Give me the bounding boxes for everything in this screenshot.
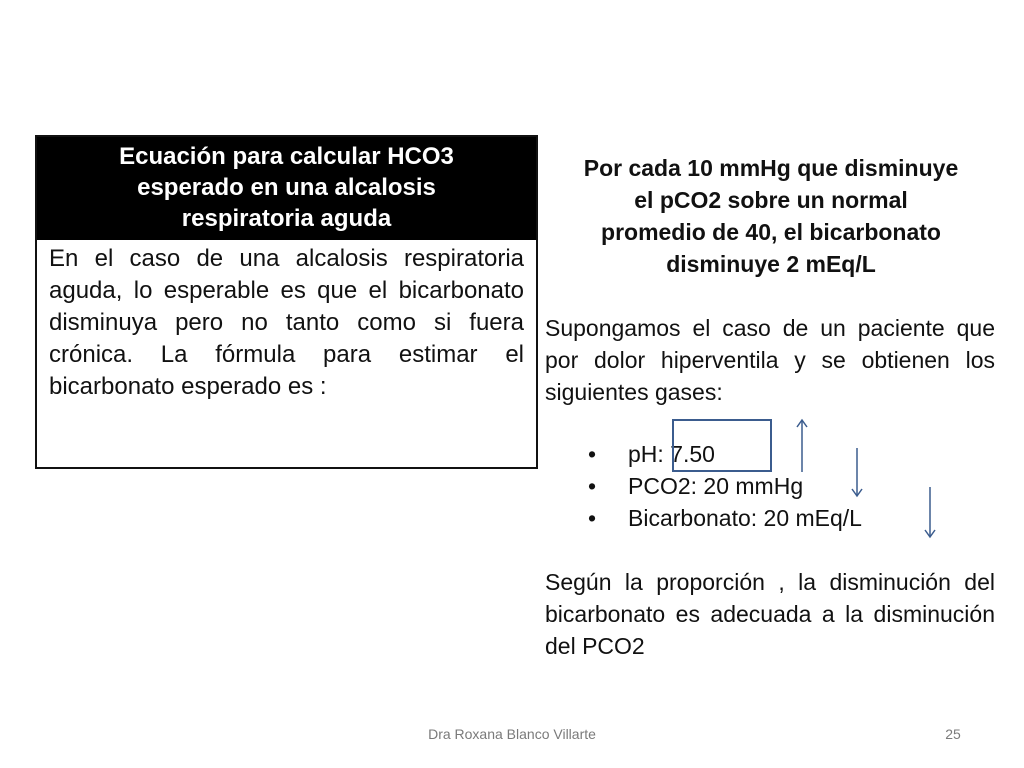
bullet-icon: • (588, 441, 597, 467)
formula-box (35, 135, 538, 469)
ph-highlight-box (672, 419, 772, 472)
formula-title-line1: Ecuación para calcular HCO3 (119, 143, 454, 170)
gas-value: 20 mEq/L (763, 505, 862, 531)
bullet-icon: • (588, 473, 597, 499)
formula-title-line2: esperado en una alcalosis (137, 174, 436, 201)
list-item (588, 470, 862, 502)
bullet-icon: • (588, 505, 597, 531)
rule-line4: disminuye 2 mEq/L (666, 251, 876, 277)
formula-title-line3: respiratoria aguda (181, 205, 392, 232)
up-arrow-icon (794, 418, 810, 474)
case-intro: Supongamos el caso de un paciente que por dolor hiperventila y se obtienen los siguientes gases: (545, 315, 995, 405)
formula-box-body: En el caso de una alcalosis respiratoria aguda, lo esperable es que el bicarbonato disminuya pero no tanto como si fuera crónica. La fórmula para estimar el bicarbonato esperado es : (49, 245, 524, 400)
rule-line2: el pCO2 sobre un normal (634, 187, 908, 213)
rule-line3: promedio de 40, el bicarbonato (601, 219, 941, 245)
down-arrow-icon (922, 485, 938, 539)
conclusion-text: Según la proporción , la disminución del bicarbonato es adecuada a la disminución del PCO2 (545, 569, 995, 659)
down-arrow-icon (849, 446, 865, 498)
gas-value: 7.50 (670, 441, 715, 467)
compensation-rule (545, 152, 997, 280)
slide-number: 25 (945, 726, 961, 742)
gas-label: pH: (628, 441, 664, 467)
gas-value: 20 mmHg (703, 473, 804, 499)
list-item (588, 502, 862, 534)
footer-author: Dra Roxana Blanco Villarte (428, 726, 596, 742)
gas-label: PCO2: (628, 473, 698, 499)
rule-line1: Por cada 10 mmHg que disminuye (583, 155, 959, 181)
gas-label: Bicarbonato: (628, 505, 758, 531)
formula-box-header (37, 137, 536, 240)
